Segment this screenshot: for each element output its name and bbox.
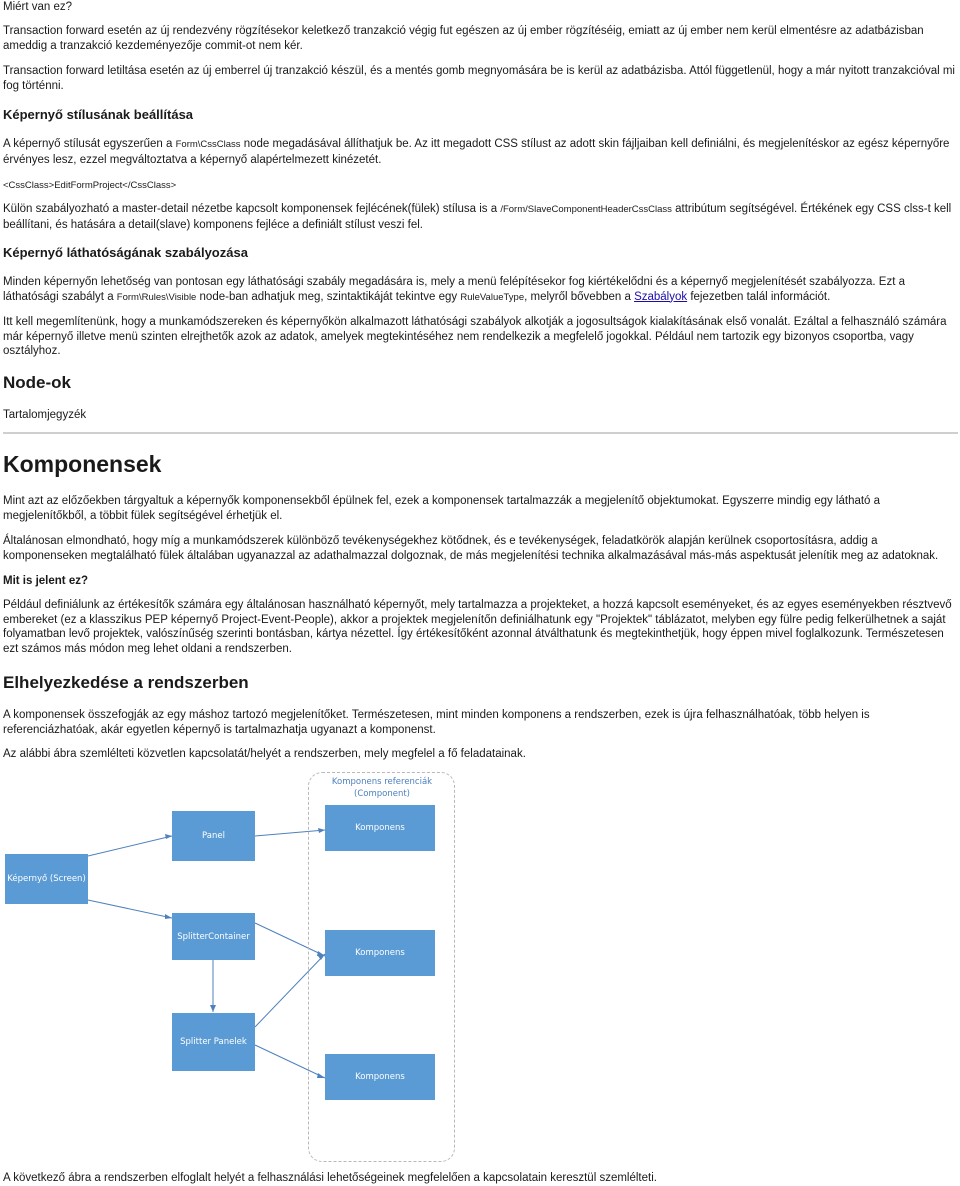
box-label: Splitter Panelek <box>180 1037 247 1047</box>
splitter-container-box <box>172 913 255 960</box>
heading-what-means: Mit is jelent ez? <box>3 575 88 587</box>
paragraph-transaction-forward-disabled: Transaction forward letiltása esetén az új emberrel új tranzakció készül, és a mentés gomb megnyomására be is kerül az adatbázisba. Attól függetlenül, hogy a már nyitott tranzakcióval mi fog történni. <box>3 65 955 92</box>
divider <box>3 432 958 434</box>
component-box-2 <box>325 930 435 976</box>
heading-style-section: Képernyő stílusának beállítása <box>3 107 194 122</box>
paragraph-components-2: Általánosan elmondható, hogy míg a munkamódszerek különböző tevékenységekhez kötődnek, és e tevékenységek, feladatkörök alapján kerülnek csoportosításra, addig a komponenseken megtalálható fülek általában ugyanazzal az adathalmazzal dolgoznak, de más megjelenítési technika alkalmazásával más-más aspektusát jelenítik meg az adatoknak. <box>3 535 939 562</box>
code-inline: /Form/SlaveComponentHeaderCssClass <box>500 204 672 215</box>
code-inline: Form\Rules\Visible <box>116 291 197 303</box>
text-run: , melyről bővebben a <box>524 290 635 303</box>
code-line: <CssClass>EditFormProject</CssClass> <box>3 180 177 191</box>
paragraph-bottom: A következő ábra a rendszerben elfoglalt helyét a felhasználási lehetőségeinek megfelelően a kapcsolatain keresztül szemlélteti. <box>3 1172 657 1184</box>
paragraph-components-1: Mint azt az előzőekben tárgyaltuk a képernyők komponensekből épülnek fel, ezek a komponensek tartalmazzák a megjelenítő objektumokat. Egyszerre mindig egy látható a megjelenítőkből, a többit fülek segítségével érhetjük el. <box>3 495 881 522</box>
connector-screen-splitter <box>88 900 172 918</box>
paragraph-style-2 <box>3 202 955 232</box>
question-text: Miért van ez? <box>3 1 73 13</box>
box-label: SplitterContainer <box>177 931 250 942</box>
paragraph-transaction-forward: Transaction forward esetén az új rendezvény rögzítésekor keletkező tranzakció végig fut egészen az új ember rögzítéséig, emiatt az új ember nem kerül elmentésre az adatbázisban ameddig a tranzakció kezdeményezője commit-ot nem kér. <box>3 25 924 52</box>
text-run: fejezetben talál információt. <box>687 290 831 303</box>
box-label: Panel <box>202 831 225 841</box>
ref-title-line: (Component) <box>354 789 410 799</box>
arrowhead <box>165 834 172 839</box>
text-run: node megadásával állíthatjuk be. Az itt megadott CSS stílust az adott skin fájljaiban kell definiálni, és megjelenítéskor az egész képernyőre érvényes lesz, ezzel megváltoztatva a képernyő alapértelmezett kinézetét. <box>3 138 950 166</box>
arrowhead <box>210 1005 216 1012</box>
component-reference-title <box>312 776 452 800</box>
code-inline: Form\CssClass <box>175 139 241 150</box>
heading-nodes: Node-ok <box>3 373 71 392</box>
rules-link[interactable]: Szabályok <box>634 290 688 303</box>
paragraph-visibility-1 <box>3 275 955 305</box>
connector-screen-panel <box>88 836 172 856</box>
text-run: node-ban adhatjuk meg, szintaktikáját tekintve egy <box>196 290 461 303</box>
text-run: A képernyő stílusát egyszerűen a <box>3 138 176 150</box>
paragraph-style-1 <box>3 137 955 167</box>
text-run: Külön szabályozható a master-detail nézetbe kapcsolt komponensek fejlécének(fülek) stílusa is a <box>3 203 501 215</box>
box-label: Komponens <box>355 948 405 958</box>
panel-box <box>172 811 255 861</box>
screen-box <box>5 854 88 904</box>
box-label: Komponens <box>355 823 405 833</box>
text-run: Minden képernyőn lehetőség van pontosan egy láthatósági szabály megadására is, mely a menü felépítésekor fog kiértékelődni és a képernyő megjelenítését szabályozza. Ezt a láthatósági szabályt a <box>3 276 906 303</box>
paragraph-placement-2: Az alábbi ábra szemlélteti közvetlen kapcsolatát/helyét a rendszerben, mely megfelel a fő feladatainak. <box>3 748 526 760</box>
heading-visibility-section: Képernyő láthatóságának szabályozása <box>3 245 248 260</box>
heading-placement: Elhelyezkedése a rendszerben <box>3 673 249 692</box>
component-diagram <box>0 768 460 1168</box>
heading-components: Komponensek <box>3 451 162 477</box>
toc-link[interactable]: Tartalomjegyzék <box>3 409 87 421</box>
component-box-3 <box>325 1054 435 1100</box>
splitter-panels-box <box>172 1013 255 1071</box>
code-inline: RuleValueType <box>460 291 525 303</box>
paragraph-visibility-2: Itt kell megemlítenünk, hogy a munkamódszereken és képernyőkön alkalmazott láthatósági szabályok alkotják a jogosultságok kialakításának első vonalát. Ezáltal a felhasználó számára már képernyő illetve menü szinten elrejthetők azok az adatok, amelyek megtekintéséhez nem rendelkezik a megfelelő jogokkal. Például nem tartozik egy bizonyos csoportba, vagy osztályhoz. <box>3 316 947 358</box>
text-run: attribútum segítségével. Értékének egy CSS clss-t kell beállítani, és hatására a detail(slave) komponens fejléce a definiált stílust veszi fel. <box>3 203 952 231</box>
component-box-1 <box>325 805 435 851</box>
box-label: Komponens <box>355 1072 405 1082</box>
paragraph-placement-1: A komponensek összefogják az egy máshoz tartozó megjelenítőket. Természetesen, mint minden komponens a rendszerben, ezek is újra felhasználhatóak, több helyen is referenciázhatóak, akár egyetlen képernyő is tartalmazhatja ugyanazt a komponenst. <box>3 709 870 736</box>
paragraph-components-3: Például definiálunk az értékesítők számára egy általánosan használható képernyőt, mely tartalmazza a projekteket, a hozzá kapcsolt eseményeket, és az egyes eseményekben résztvevő embereket (ez a klasszikus PEP képernyő Project-Event-People), akkor a projektek megjelenítőn definiálhatunk egy "Projektek" táblázatot, melyben egy fülre pedig felkerülhetnek a saját folyamatban levő projektek, valószínűség szerinti bontásban, kártya nézettel. Így értékesítőként azonnal átválthatunk és megtekinthetjük, hogy éppen mivel foglalkozunk. Természetesen ezt számos más módon meg lehet oldani a rendszerben. <box>3 599 952 655</box>
box-label: Képernyő (Screen) <box>7 874 86 884</box>
ref-title-line: Komponens referenciák <box>331 777 433 787</box>
